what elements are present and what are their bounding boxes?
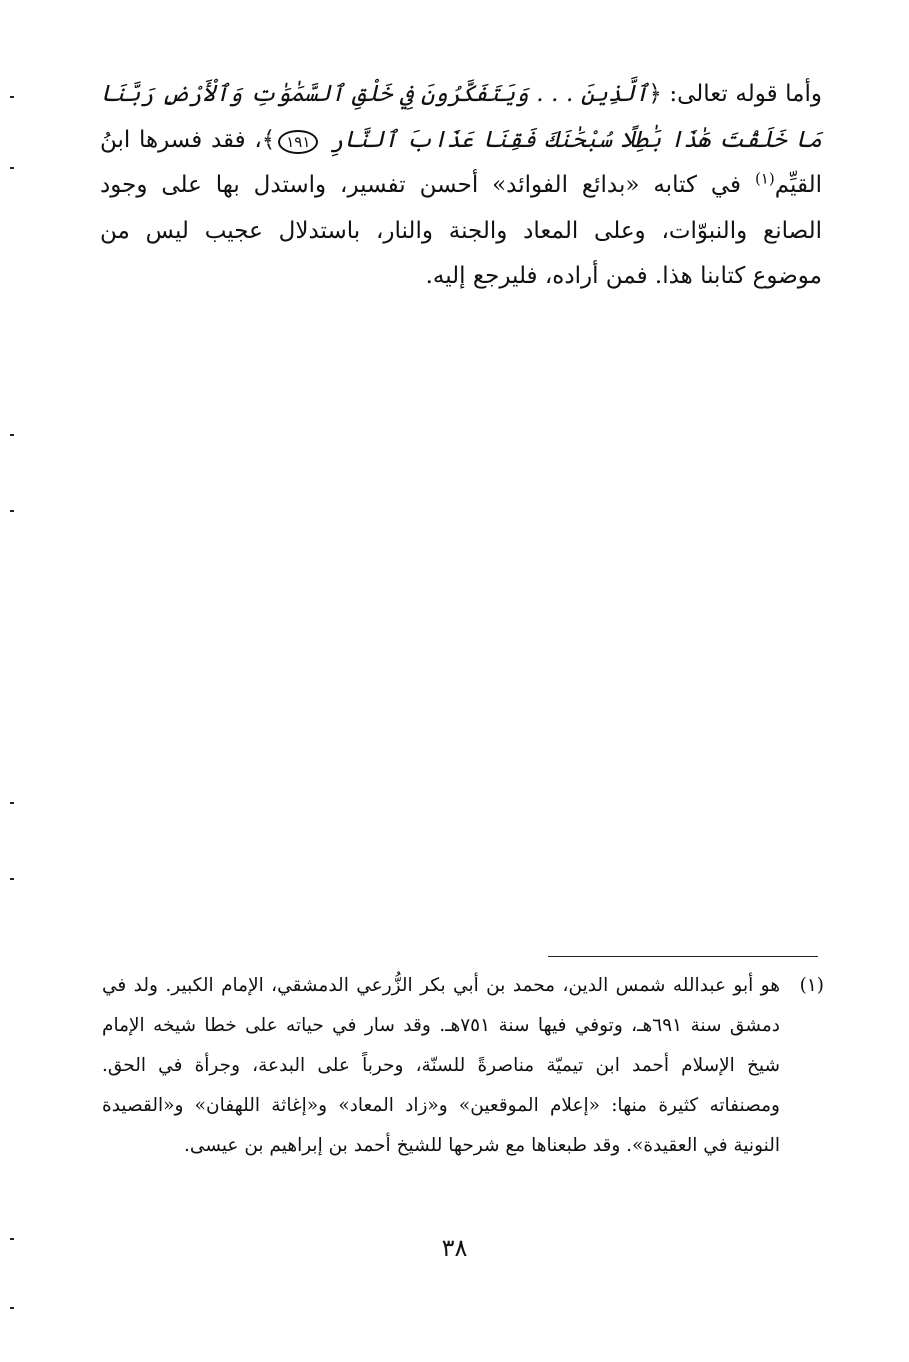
scan-margin-mark [10, 802, 14, 804]
page-number: ٣٨ [441, 1234, 468, 1262]
footnote-number: (١) [799, 975, 824, 996]
scan-margin-mark [10, 167, 14, 169]
footnote-reference-mark[interactable]: (١) [754, 169, 775, 188]
verse-number-marker: ١٩١ [278, 130, 318, 154]
scan-margin-mark [10, 96, 14, 98]
footnote-item [102, 966, 824, 1166]
footnote-separator [548, 956, 818, 957]
verse-open-bracket: ﴿ [648, 81, 662, 107]
scan-margin-mark [10, 1238, 14, 1240]
scan-margin-mark [10, 878, 14, 880]
scan-margin-mark [10, 510, 14, 512]
scan-margin-mark [10, 1307, 14, 1309]
quran-verse: ٱلَّذِينَ . . . وَيَتَفَكَّرُونَ فِي خَلْقِ ٱلسَّمَٰوَٰتِ وَٱلْأَرْضِ رَبَّنَا مَا خَلَقْتَ هَٰذَا بَٰطِلًا سُبْحَٰنَكَ فَقِنَا عَذَابَ ٱلنَّارِ [100, 81, 822, 153]
scan-margin-mark [10, 434, 14, 436]
text-after-verse: ، فقد فسرها ابنُ القيِّم [100, 126, 822, 198]
verse-close-bracket: ﴾ [261, 126, 276, 153]
footnotes-section [102, 966, 824, 1166]
intro-text: وأما قوله تعالى: [669, 81, 822, 107]
main-paragraph [100, 72, 822, 300]
footnote-text: هو أبو عبدالله شمس الدين، محمد بن أبي بكر الزُّرعي الدمشقي، الإمام الكبير. ولد في دمشق سنة ٦٩١هـ، وتوفي فيها سنة ٧٥١هـ. وقد سار في حياته على خطا شيخه الإمام شيخ الإسلام أحمد ابن تيميّة مناصرةً للسنّة، وحرباً على البدعة، وجرأة في الحق. ومصنفاته كثيرة منها: «إعلام الموقعين» و«زاد المعاد» و«إغاثة اللهفان» و«القصيدة النونية في العقيدة». وقد طبعناها مع شرحها للشيخ أحمد بن إبراهيم بن عيسى. [102, 975, 780, 1156]
text-end: في كتابه «بدائع الفوائد» أحسن تفسير، واستدل بها على وجود الصانع والنبوّات، وعلى المعاد والجنة والنار، باستدلال عجيب ليس من موضوع كتابنا هذا. فمن أراده، فليرجع إليه. [100, 172, 822, 289]
